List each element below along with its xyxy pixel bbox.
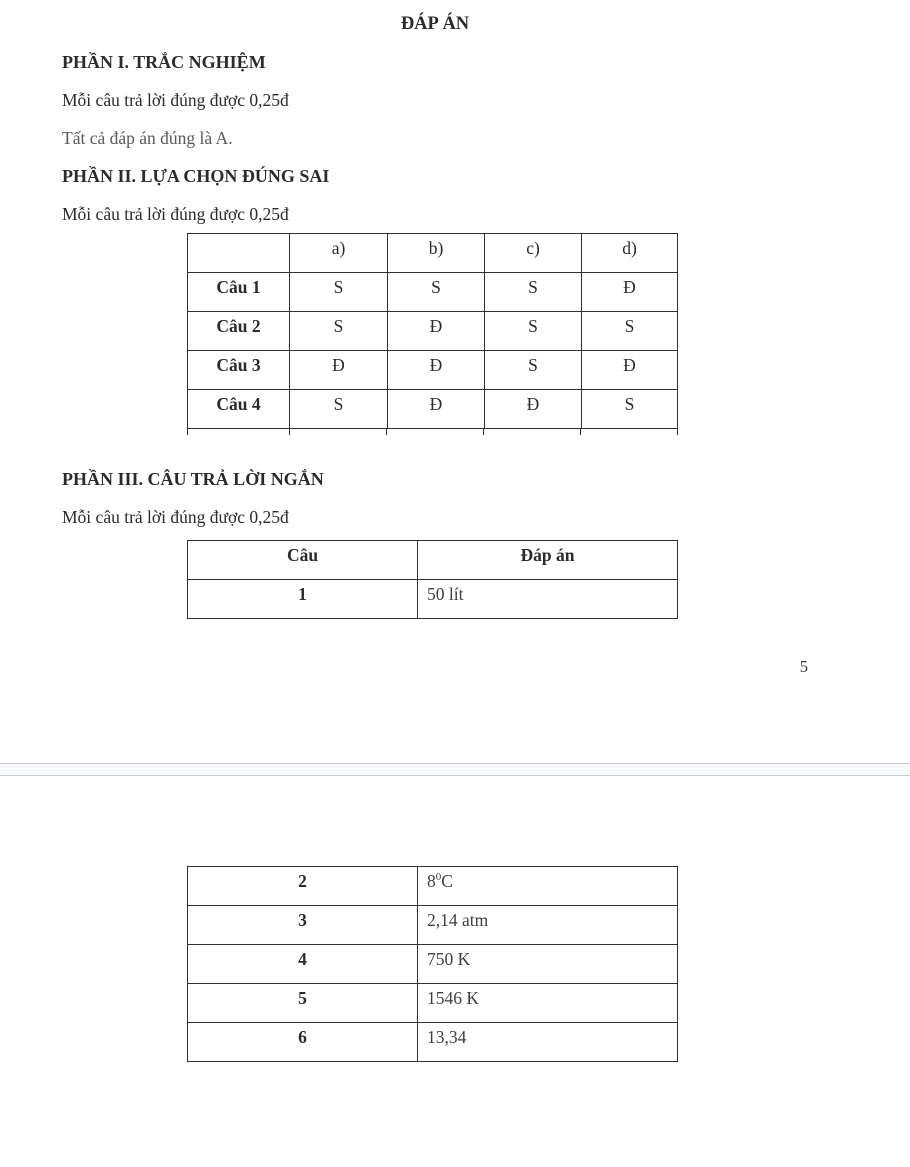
true-false-answer-table xyxy=(187,233,678,429)
answer-cell: S xyxy=(290,273,388,312)
answer-cell: Đ xyxy=(388,351,485,390)
answer-cell: S xyxy=(582,312,678,351)
part2-scoring-note: Mỗi câu trả lời đúng được 0,25đ xyxy=(62,204,289,224)
table-cutoff-border-stubs xyxy=(187,429,678,435)
short-answer-table xyxy=(187,540,678,619)
table-row-q2 xyxy=(188,867,678,906)
part1-scoring-note: Mỗi câu trả lời đúng được 0,25đ xyxy=(62,90,289,110)
answer-cell: S xyxy=(290,312,388,351)
question-number: 6 xyxy=(188,1023,418,1062)
answer-text: 50 lít xyxy=(427,584,464,604)
document-page-6 xyxy=(0,866,910,1167)
answer-value xyxy=(418,984,678,1023)
row-label: Câu 2 xyxy=(188,312,290,351)
question-number: 1 xyxy=(188,580,418,619)
table-cell-blank xyxy=(188,234,290,273)
page-title: ĐÁP ÁN xyxy=(400,14,470,34)
answer-cell: S xyxy=(485,312,582,351)
answer-value xyxy=(418,906,678,945)
answer-value xyxy=(418,945,678,984)
question-number: 2 xyxy=(188,867,418,906)
column-header-d: d) xyxy=(582,234,678,273)
table-row-cau3 xyxy=(188,351,678,390)
answer-text: 8 xyxy=(427,871,436,891)
answer-cell: Đ xyxy=(388,312,485,351)
answer-cell: S xyxy=(290,390,388,429)
row-label: Câu 3 xyxy=(188,351,290,390)
answer-cell: Đ xyxy=(485,390,582,429)
page-separator xyxy=(0,763,910,776)
answer-cell: Đ xyxy=(582,351,678,390)
question-number: 3 xyxy=(188,906,418,945)
table-row-q6 xyxy=(188,1023,678,1062)
part2-heading: PHẦN II. LỰA CHỌN ĐÚNG SAI xyxy=(62,166,330,186)
answer-cell: Đ xyxy=(290,351,388,390)
column-header-c: c) xyxy=(485,234,582,273)
part1-heading: PHẦN I. TRẮC NGHIỆM xyxy=(62,52,266,72)
table-row-q1 xyxy=(188,580,678,619)
answer-text: 2,14 atm xyxy=(427,910,489,930)
table-header-row xyxy=(188,234,678,273)
page-number: 5 xyxy=(799,657,808,676)
row-label: Câu 4 xyxy=(188,390,290,429)
table-row-q5 xyxy=(188,984,678,1023)
column-header-question: Câu xyxy=(188,541,418,580)
answer-cell: Đ xyxy=(388,390,485,429)
answer-value xyxy=(418,867,678,906)
answer-text: 1546 K xyxy=(427,988,480,1008)
part3-scoring-note: Mỗi câu trả lời đúng được 0,25đ xyxy=(62,507,289,527)
answer-text: 750 K xyxy=(427,949,471,969)
answer-text-rest: C xyxy=(441,871,453,891)
answer-cell: S xyxy=(582,390,678,429)
answer-superscript: 0 xyxy=(435,871,442,884)
table-row-cau4 xyxy=(188,390,678,429)
part1-answer-statement: Tất cả đáp án đúng là A. xyxy=(62,128,233,148)
column-header-answer: Đáp án xyxy=(418,541,678,580)
question-number: 5 xyxy=(188,984,418,1023)
answer-text: 13,34 xyxy=(427,1027,467,1047)
answer-cell: Đ xyxy=(582,273,678,312)
table-header-row xyxy=(188,541,678,580)
column-header-b: b) xyxy=(388,234,485,273)
table-row-cau2 xyxy=(188,312,678,351)
answer-value xyxy=(418,580,678,619)
table-row-q4 xyxy=(188,945,678,984)
column-header-a: a) xyxy=(290,234,388,273)
row-label: Câu 1 xyxy=(188,273,290,312)
answer-value xyxy=(418,1023,678,1062)
question-number: 4 xyxy=(188,945,418,984)
answer-cell: S xyxy=(485,273,582,312)
answer-cell: S xyxy=(485,351,582,390)
part3-heading: PHẦN III. CÂU TRẢ LỜI NGẮN xyxy=(62,469,324,489)
answer-cell: S xyxy=(388,273,485,312)
short-answer-table-continued xyxy=(187,866,678,1062)
table-row-cau1 xyxy=(188,273,678,312)
page-content xyxy=(62,5,808,677)
table-row-q3 xyxy=(188,906,678,945)
